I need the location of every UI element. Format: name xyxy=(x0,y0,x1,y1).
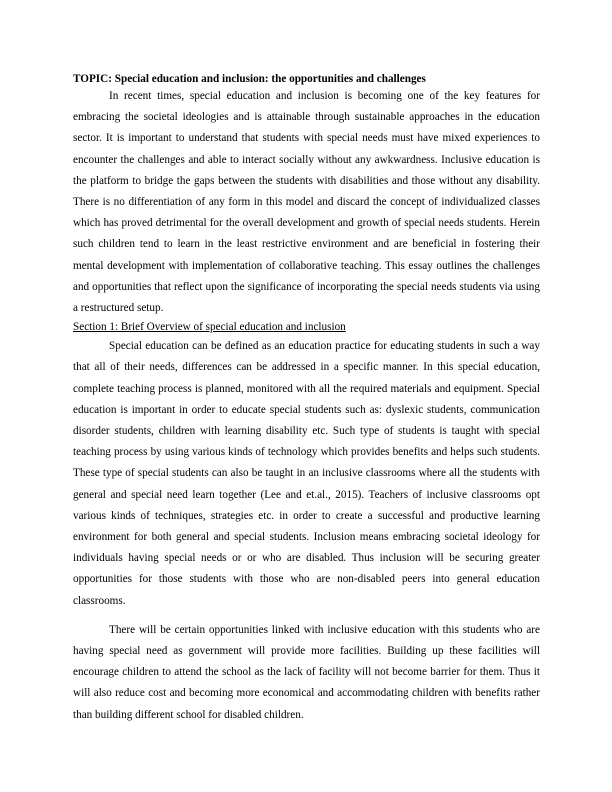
intro-paragraph: In recent times, special education and inclusion is becoming one of the key features for embracing the societal ideologies and is attainable through sustainable approaches in the education sector. It is important to understand that students with special needs must have mixed experiences to encounter the challenges and able to interact socially without any awkwardness. Inclusive education is the platform to bridge the gaps between the students with disabilities and those without any disability. There is no differentiation of any form in this model and discard the concept of individualized classes which has proved detrimental for the overall development and growth of special needs students. Herein such children tend to learn in the least restrictive environment and are beneficial in fostering their mental development with implementation of collaborative teaching. This essay outlines the challenges and opportunities that reflect upon the significance of incorporating the special needs students via using a restructured setup. xyxy=(73,90,540,315)
section-1-paragraph-1: Special education can be defined as an education practice for educating students in such a way that all of their needs, differences can be addressed in a specific manner. In this special education, complete teaching process is planned, monitored with all the required materials and equipment. Special education is important in order to educate special students such as: dyslexic students, communication disorder students, children with learning disability etc. Such type of students is taught with special teaching process by using various kinds of technology which provides benefits and helps such students. These type of special students can also be taught in an inclusive classrooms where all the students with general and special need learn together (Lee and et.al., 2015). Teachers of inclusive classrooms opt various kinds of techniques, strategies etc. in order to create a successful and productive learning environment for both general and special students. Inclusion means embracing societal ideology for individuals having special needs or or who are disabled. Thus inclusion will be securing greater opportunities for those students with those who are non-disabled peers into general education classrooms. xyxy=(73,340,540,607)
paragraph-spacer xyxy=(73,612,540,620)
section-1-paragraph-2: There will be certain opportunities linked with inclusive education with this students who are having special need as government will provide more facilities. Building up these facilities will encourage children to attend the school as the lack of facility will not become barrier for them. Thus it will also reduce cost and becoming more economical and accommodating children with benefits rather than building different school for disabled children. xyxy=(73,623,540,721)
document-title: TOPIC: Special education and inclusion: the opportunities and challenges xyxy=(73,73,426,85)
section-1-heading: Section 1: Brief Overview of special education and inclusion xyxy=(73,321,346,334)
